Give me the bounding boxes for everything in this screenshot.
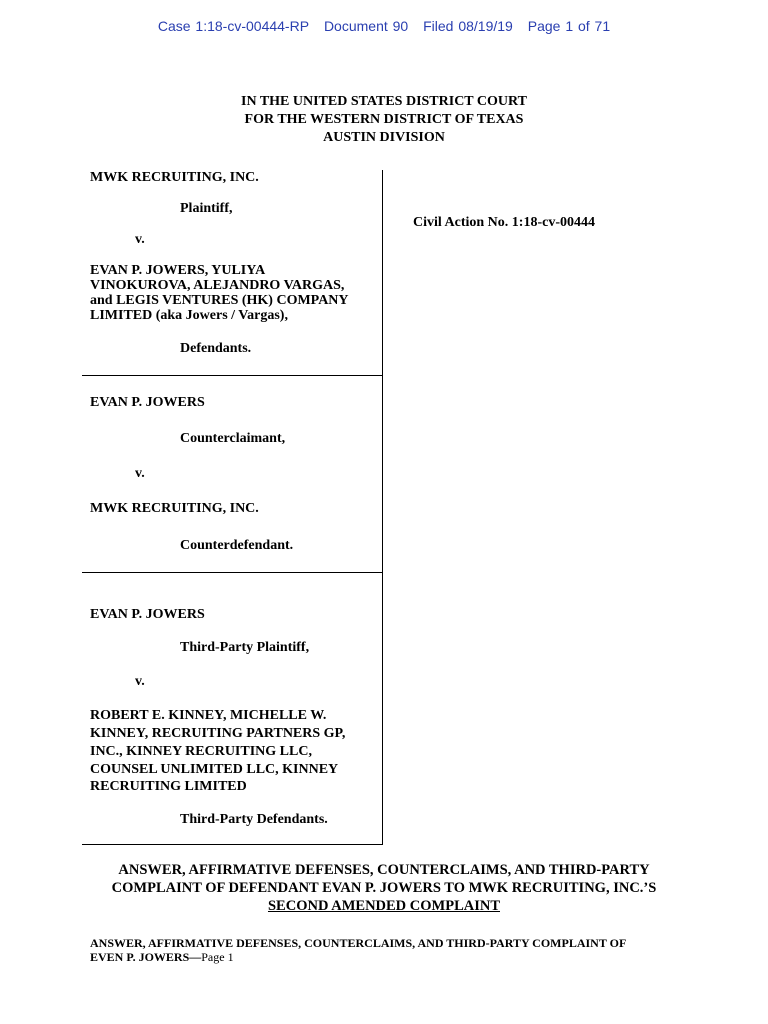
defendants-line-2: VINOKUROVA, ALEJANDRO VARGAS, bbox=[90, 278, 345, 293]
versus-3: v. bbox=[135, 674, 145, 689]
title-line-1: ANSWER, AFFIRMATIVE DEFENSES, COUNTERCLAIMS, AND THIRD-PARTY bbox=[118, 862, 650, 878]
defendants-line-4: LIMITED (aka Jowers / Vargas), bbox=[90, 308, 288, 323]
counterdefendant-role: Counterdefendant. bbox=[180, 538, 294, 553]
court-line-3: AUSTIN DIVISION bbox=[323, 130, 445, 145]
counterclaimant-name: EVAN P. JOWERS bbox=[90, 395, 205, 410]
third-party-plaintiff-role: Third-Party Plaintiff, bbox=[180, 640, 310, 655]
filed-date: Filed 08/19/19 bbox=[423, 18, 513, 34]
plaintiff-role: Plaintiff, bbox=[180, 201, 233, 216]
civil-action-number: Civil Action No. 1:18-cv-00444 bbox=[413, 215, 595, 230]
title-line-2: COMPLAINT OF DEFENDANT EVAN P. JOWERS TO MWK RECRUITING, INC.’S bbox=[111, 880, 657, 896]
third-party-line-3: INC., KINNEY RECRUITING LLC, bbox=[90, 744, 312, 759]
third-party-line-5: RECRUITING LIMITED bbox=[90, 779, 247, 794]
ecf-header-stamp bbox=[0, 18, 768, 34]
document-title bbox=[0, 861, 768, 915]
defendants-role: Defendants. bbox=[180, 341, 252, 356]
counterdefendant-name: MWK RECRUITING, INC. bbox=[90, 501, 259, 516]
defendants-line-3: and LEGIS VENTURES (HK) COMPANY bbox=[90, 293, 349, 308]
page-indicator: Page 1 of 71 bbox=[527, 18, 611, 34]
page-footer bbox=[90, 936, 690, 964]
defendants-line-1: EVAN P. JOWERS, YULIYA bbox=[90, 263, 266, 278]
caption-block-counterclaim bbox=[82, 376, 382, 573]
court-line-2: FOR THE WESTERN DISTRICT OF TEXAS bbox=[244, 112, 524, 127]
title-line-3: SECOND AMENDED COMPLAINT bbox=[267, 898, 500, 914]
footer-line-1: ANSWER, AFFIRMATIVE DEFENSES, COUNTERCLAIMS, AND THIRD-PARTY COMPLAINT OF bbox=[90, 936, 627, 950]
caption-block-third-party bbox=[82, 573, 382, 845]
versus-2: v. bbox=[135, 466, 145, 481]
footer-line-2: EVEN P. JOWERS— bbox=[90, 950, 202, 964]
third-party-plaintiff-name: EVAN P. JOWERS bbox=[90, 607, 205, 622]
third-party-line-2: KINNEY, RECRUITING PARTNERS GP, bbox=[90, 726, 346, 741]
third-party-line-4: COUNSEL UNLIMITED LLC, KINNEY bbox=[90, 762, 339, 777]
counterclaimant-role: Counterclaimant, bbox=[180, 431, 286, 446]
court-heading bbox=[0, 93, 768, 147]
versus-1: v. bbox=[135, 232, 145, 247]
document-number: Document 90 bbox=[323, 18, 409, 34]
case-caption bbox=[82, 170, 383, 845]
court-line-1: IN THE UNITED STATES DISTRICT COURT bbox=[241, 94, 527, 109]
third-party-defendants-role: Third-Party Defendants. bbox=[180, 812, 328, 827]
caption-block-plaintiff bbox=[82, 170, 382, 376]
footer-page-number: Page 1 bbox=[201, 950, 234, 964]
plaintiff-name: MWK RECRUITING, INC. bbox=[90, 170, 259, 185]
third-party-line-1: ROBERT E. KINNEY, MICHELLE W. bbox=[90, 708, 327, 723]
case-number: Case 1:18-cv-00444-RP bbox=[157, 18, 310, 34]
